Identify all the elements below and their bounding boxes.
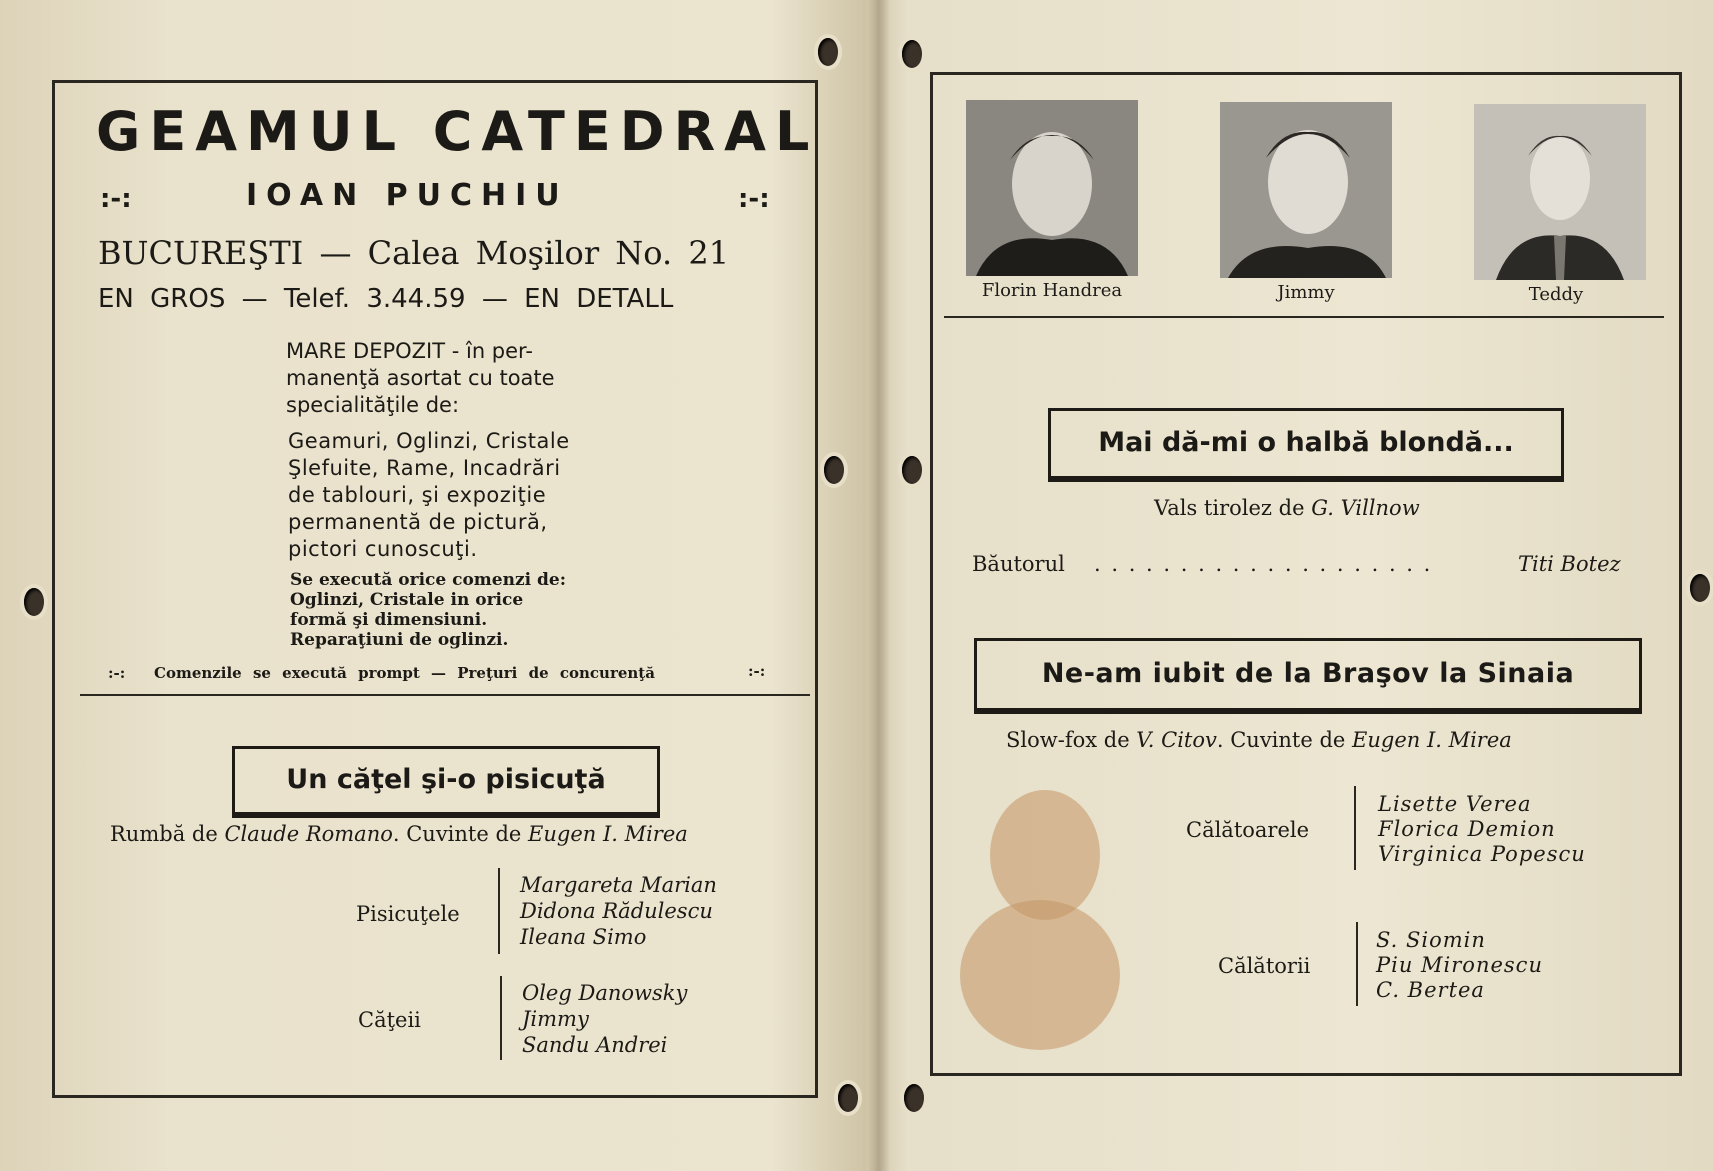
punch-hole xyxy=(902,456,922,484)
punch-hole xyxy=(904,1084,924,1112)
credit-prefix: Rumbă de xyxy=(110,822,225,846)
cast-list xyxy=(520,872,717,950)
punch-hole xyxy=(824,456,844,484)
cast-member: Ileana Simo xyxy=(520,925,647,949)
cast-bracket xyxy=(500,976,502,1060)
cast-member: Virginica Popescu xyxy=(1378,842,1586,866)
role-label: Căţeii xyxy=(358,1008,421,1032)
ad-company-name: GEAMUL CATEDRAL xyxy=(96,100,819,163)
ad-marker-left: :-: xyxy=(100,184,132,214)
song-credit xyxy=(110,822,688,846)
song-title-box xyxy=(974,638,1642,714)
ad-orders-text xyxy=(290,570,566,650)
divider xyxy=(944,316,1664,318)
ad-products-line: pictori cunoscuţi. xyxy=(288,537,478,561)
portrait-photo xyxy=(1474,104,1646,280)
portrait-photo xyxy=(1220,102,1392,278)
portrait-image xyxy=(1220,102,1392,278)
ad-products-line: permanentă de pictură, xyxy=(288,510,548,534)
credit-prefix: Vals tirolez de xyxy=(1154,496,1312,520)
portrait-photo xyxy=(966,100,1138,276)
page-fold xyxy=(868,0,890,1171)
portrait-image xyxy=(966,100,1138,276)
ad-orders-line: Reparaţiuni de oglinzi. xyxy=(290,630,509,650)
cast-list xyxy=(522,980,687,1058)
ad-depot-line: specialităţile de: xyxy=(286,393,460,417)
ad-orders-line: Oglinzi, Cristale in orice xyxy=(290,590,524,610)
photo-caption: Florin Handrea xyxy=(981,280,1123,301)
cast-member: Piu Mironescu xyxy=(1376,953,1543,977)
cast-bracket xyxy=(1356,922,1358,1006)
punch-hole xyxy=(1690,574,1710,602)
leader-dots: . . . . . . . . . . . . . . . . . . . . xyxy=(1094,552,1433,576)
composer: G. Villnow xyxy=(1311,496,1420,520)
punch-hole xyxy=(818,38,838,66)
song-title: Ne-am iubit de la Braşov la Sinaia xyxy=(1041,658,1575,689)
photo-caption: Teddy xyxy=(1528,284,1584,305)
photo-caption: Jimmy xyxy=(1277,282,1335,303)
ad-orders-line: formă şi dimensiuni. xyxy=(290,610,488,630)
role-label: Pisicuţele xyxy=(356,902,460,926)
credit-middle: . Cuvinte de xyxy=(1216,728,1353,752)
cast-list xyxy=(1378,792,1586,867)
ad-footer-marker-left: :-: xyxy=(108,664,126,682)
song-title: Un căţel şi-o pisicuţă xyxy=(286,764,606,795)
cast-member: Didona Rădulescu xyxy=(520,899,713,923)
composer: Claude Romano xyxy=(224,822,393,846)
song-title-box xyxy=(232,746,660,818)
ad-footer-text: Comenzile se execută prompt — Preţuri de concurenţă xyxy=(154,664,655,682)
cast-member: Florica Demion xyxy=(1378,817,1556,841)
role-label: Băutorul xyxy=(972,552,1065,576)
song-title-box xyxy=(1048,408,1564,482)
cast-member: Sandu Andrei xyxy=(522,1033,668,1057)
divider xyxy=(80,694,810,696)
punch-hole xyxy=(902,40,922,68)
ad-products-line: de tablouri, şi expoziţie xyxy=(288,483,547,507)
cast-member: Jimmy xyxy=(522,1007,589,1031)
cast-bracket xyxy=(1354,786,1356,870)
lyricist: Eugen I. Mirea xyxy=(528,822,688,846)
portrait-image xyxy=(1474,104,1646,280)
credit-middle: . Cuvinte de xyxy=(392,822,529,846)
ad-orders-line: Se execută orice comenzi de: xyxy=(290,570,566,590)
song-title: Mai dă-mi o halbă blondă... xyxy=(1098,427,1514,458)
cast-member: Lisette Verea xyxy=(1378,792,1532,816)
role-label: Călătoarele xyxy=(1186,818,1310,842)
cast-member: C. Bertea xyxy=(1376,978,1485,1002)
ad-depot-line: MARE DEPOZIT - în per- xyxy=(286,339,533,363)
punch-hole xyxy=(24,588,44,616)
song-credit xyxy=(1154,496,1420,520)
credit-prefix: Slow-fox de xyxy=(1006,728,1137,752)
ad-address: BUCUREŞTI — Calea Moşilor No. 21 xyxy=(98,234,730,272)
ad-phone-line: EN GROS — Telef. 3.44.59 — EN DETALL xyxy=(98,284,674,314)
ad-footer-marker-right: :-: xyxy=(748,662,766,680)
ad-products-line: Şlefuite, Rame, Incadrări xyxy=(288,456,561,480)
ad-owner-name: IOAN PUCHIU xyxy=(246,178,569,213)
performer: Titi Botez xyxy=(1518,552,1621,576)
song-credit xyxy=(1006,728,1512,752)
ad-depot-text xyxy=(286,338,555,419)
cast-member: S. Siomin xyxy=(1376,928,1486,952)
composer: V. Citov xyxy=(1136,728,1217,752)
ad-depot-line: manenţă asortat cu toate xyxy=(286,366,555,390)
ad-products-line: Geamuri, Oglinzi, Cristale xyxy=(288,429,570,453)
cast-list xyxy=(1376,928,1543,1003)
cast-bracket xyxy=(498,868,500,954)
cast-member: Margareta Marian xyxy=(520,873,717,897)
lyricist: Eugen I. Mirea xyxy=(1352,728,1512,752)
cast-member: Oleg Danowsky xyxy=(522,981,688,1005)
role-label: Călătorii xyxy=(1218,954,1311,978)
ad-products-text xyxy=(288,428,570,563)
ad-marker-right: :-: xyxy=(738,184,770,214)
punch-hole xyxy=(838,1084,858,1112)
